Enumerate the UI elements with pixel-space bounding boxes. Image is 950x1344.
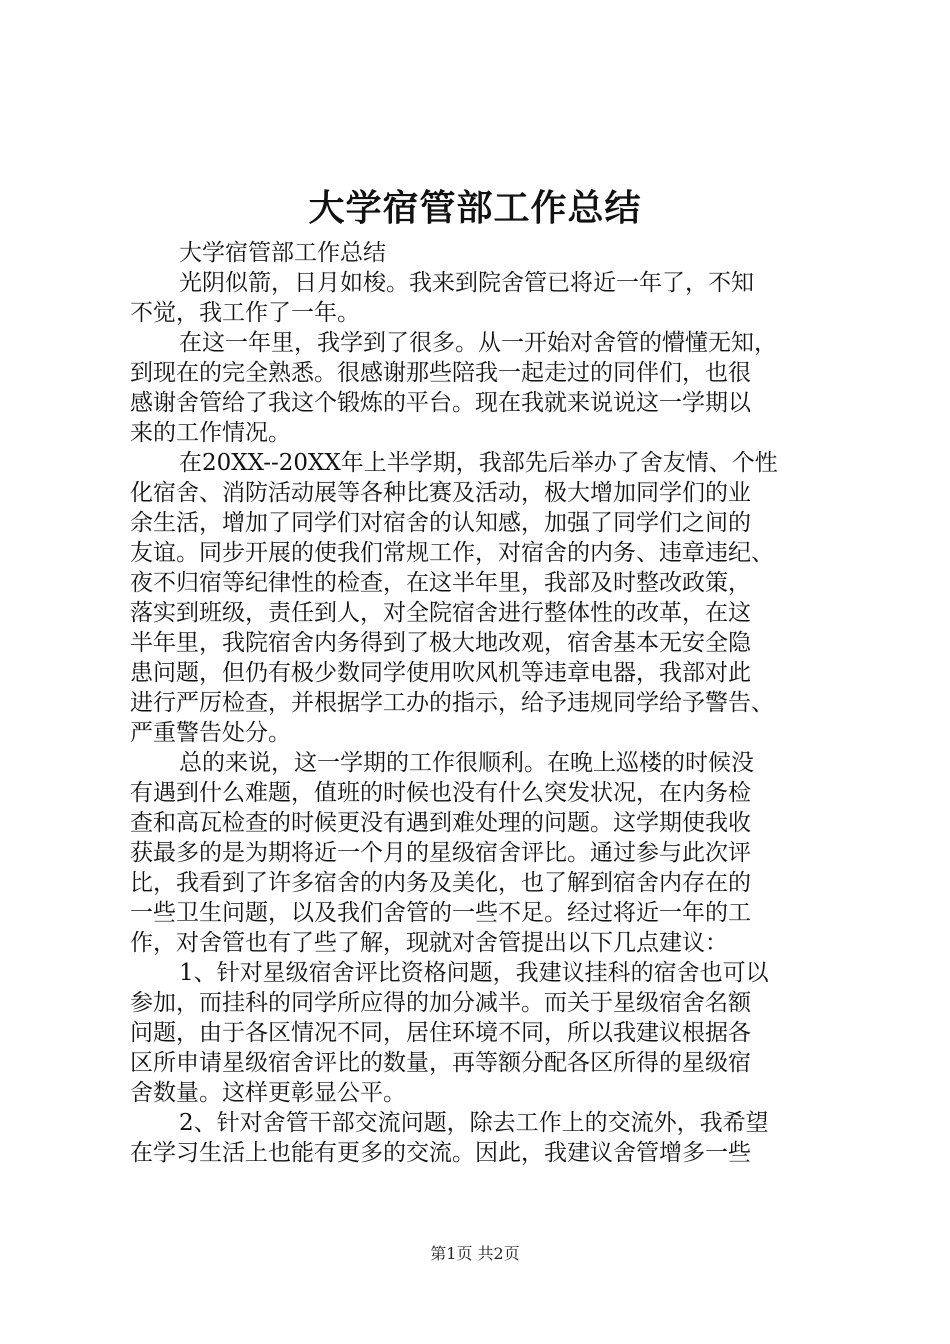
text-line: 在这一年里，我学到了很多。从一开始对舍管的懵懂无知， — [179, 330, 777, 356]
text-line: 落实到班级，责任到人，对全院宿舍进行整体性的改革，在这 — [130, 600, 751, 626]
text-line: 夜不归宿等纪律性的检查，在这半年里，我部及时整改政策， — [130, 570, 751, 596]
text-line: 区所申请星级宿舍评比的数量，再等额分配各区所得的星级宿 — [130, 1050, 751, 1076]
text-line: 化宿舍、消防活动展等各种比赛及活动，极大增加同学们的业 — [130, 480, 751, 506]
text-line: 感谢舍管给了我这个锻炼的平台。现在我就来说说这一学期以 — [130, 390, 751, 416]
document-title: 大学宿管部工作总结 — [308, 187, 642, 229]
text-line: 舍数量。这样更彰显公平。 — [130, 1080, 406, 1106]
text-line: 参加，而挂科的同学所应得的加分减半。而关于星级宿舍名额 — [130, 990, 751, 1016]
text-line: 来的工作情况。 — [130, 420, 291, 446]
text-line: 有遇到什么难题，值班的时候也没有什么突发状况，在内务检 — [130, 780, 751, 806]
text-line: 友谊。同步开展的使我们常规工作，对宿舍的内务、违章违纪、 — [130, 540, 774, 566]
text-line: 作，对舍管也有了些了解，现就对舍管提出以下几点建议： — [130, 930, 728, 956]
text-line: 严重警告处分。 — [130, 720, 291, 746]
text-line: 患问题，但仍有极少数同学使用吹风机等违章电器，我部对此 — [130, 660, 751, 686]
text-line: 大学宿管部工作总结 — [179, 240, 386, 266]
text-line: 在学习生活上也能有更多的交流。因此，我建议舍管增多一些 — [130, 1140, 751, 1166]
text-line: 不觉，我工作了一年。 — [130, 300, 360, 326]
text-line: 一些卫生问题，以及我们舍管的一些不足。经过将近一年的工 — [130, 900, 751, 926]
text-line: 余生活，增加了同学们对宿舍的认知感，加强了同学们之间的 — [130, 510, 751, 536]
text-line: 查和高瓦检查的时候更没有遇到难处理的问题。这学期使我收 — [130, 810, 751, 836]
text-line: 在20XX--20XX年上半学期，我部先后举办了舍友情、个性 — [179, 450, 778, 476]
text-line: 获最多的是为期将近一个月的星级宿舍评比。通过参与此次评 — [130, 840, 751, 866]
text-line: 2、针对舍管干部交流问题，除去工作上的交流外，我希望 — [179, 1110, 769, 1136]
text-line: 到现在的完全熟悉。很感谢那些陪我一起走过的同伴们，也很 — [130, 360, 751, 386]
text-line: 光阴似箭，日月如梭。我来到院舍管已将近一年了，不知 — [179, 270, 754, 296]
text-line: 总的来说，这一学期的工作很顺利。在晚上巡楼的时候没 — [179, 750, 754, 776]
text-line: 比，我看到了许多宿舍的内务及美化，也了解到宿舍内存在的 — [130, 870, 751, 896]
document-body — [130, 238, 842, 1168]
page-footer: 第1页 共2页 — [430, 1244, 520, 1263]
text-line: 半年里，我院宿舍内务得到了极大地改观，宿舍基本无安全隐 — [130, 630, 751, 656]
text-line: 进行严厉检查，并根据学工办的指示，给予违规同学给予警告、 — [130, 690, 774, 716]
text-line: 1、针对星级宿舍评比资格问题，我建议挂科的宿舍也可以 — [179, 960, 769, 986]
text-line: 问题，由于各区情况不同，居住环境不同，所以我建议根据各 — [130, 1020, 751, 1046]
